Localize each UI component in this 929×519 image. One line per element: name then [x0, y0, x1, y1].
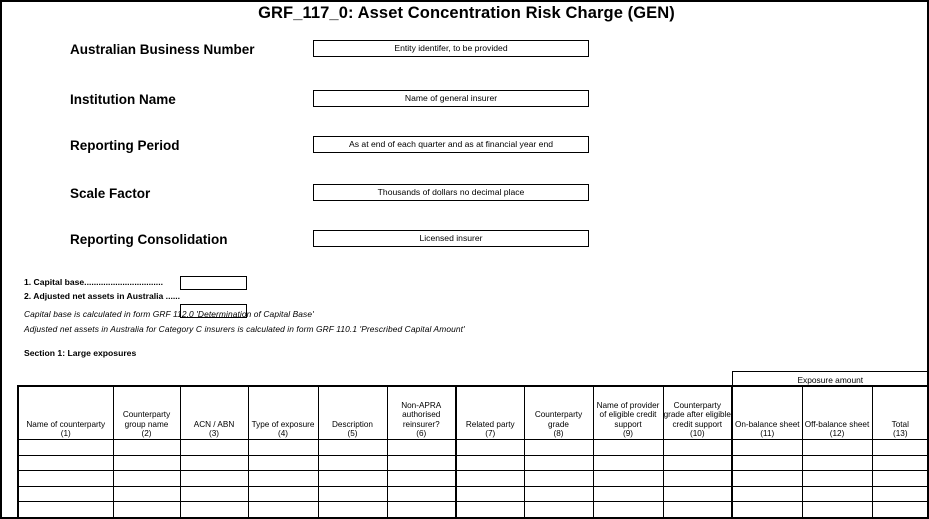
column-header-label: Name of provider of eligible credit support — [596, 400, 660, 429]
column-header-number: (3) — [208, 429, 219, 439]
table-cell[interactable] — [387, 440, 456, 456]
field-label: Institution Name — [70, 92, 176, 107]
field-label: Reporting Consolidation — [70, 232, 228, 247]
field-value-box[interactable]: Name of general insurer — [313, 90, 589, 107]
table-cell[interactable] — [802, 471, 872, 487]
table-cell[interactable] — [593, 471, 663, 487]
table-row — [18, 486, 929, 502]
column-header-label: Total — [891, 419, 909, 429]
field-value-box[interactable]: As at end of each quarter and as at financial year end — [313, 136, 589, 153]
table-cell[interactable] — [802, 486, 872, 502]
table-cell[interactable] — [248, 471, 318, 487]
table-cell[interactable] — [180, 455, 248, 471]
table-cell[interactable] — [18, 486, 113, 502]
field-row — [2, 40, 929, 60]
table-cell[interactable] — [456, 502, 524, 518]
table-cell — [872, 440, 929, 456]
column-header-10 — [663, 386, 732, 440]
table-cell[interactable] — [524, 486, 593, 502]
field-row — [2, 90, 929, 110]
table-cell[interactable] — [663, 440, 732, 456]
table-cell[interactable] — [663, 455, 732, 471]
column-header-11 — [732, 386, 802, 440]
table-cell[interactable] — [802, 440, 872, 456]
table-cell[interactable] — [318, 486, 387, 502]
capital-item-row — [24, 290, 444, 304]
table-cell[interactable] — [318, 471, 387, 487]
column-header-number: (10) — [689, 429, 705, 439]
table-cell[interactable] — [802, 502, 872, 518]
table-cell[interactable] — [318, 440, 387, 456]
table-cell[interactable] — [387, 502, 456, 518]
column-header-number: (9) — [622, 429, 633, 439]
large-exposures-table — [17, 371, 929, 519]
table-cell[interactable] — [387, 471, 456, 487]
column-header-number: (6) — [416, 429, 427, 439]
column-header-13 — [872, 386, 929, 440]
capital-base-block — [24, 276, 444, 304]
table-cell[interactable] — [248, 502, 318, 518]
table-cell[interactable] — [456, 455, 524, 471]
table-cell — [872, 455, 929, 471]
capital-base-note: Capital base is calculated in form GRF 112.0 'Determination of Capital Base' — [24, 309, 314, 319]
table-cell[interactable] — [802, 455, 872, 471]
field-label: Reporting Period — [70, 138, 180, 153]
table-cell[interactable] — [732, 455, 802, 471]
column-header-12 — [802, 386, 872, 440]
column-header-label: Counterparty grade — [534, 410, 583, 429]
table-cell — [872, 471, 929, 487]
table-cell[interactable] — [456, 486, 524, 502]
capital-item-label: 1. Capital base................................. — [24, 277, 163, 287]
column-header-label: Counterparty grade after eligible credit support — [663, 400, 731, 429]
field-row — [2, 136, 929, 156]
field-value-box[interactable]: Thousands of dollars no decimal place — [313, 184, 589, 201]
table-cell[interactable] — [593, 455, 663, 471]
field-row — [2, 184, 929, 204]
table-cell[interactable] — [318, 502, 387, 518]
table-cell[interactable] — [113, 486, 180, 502]
column-header-label: ACN / ABN — [193, 419, 235, 429]
table-cell[interactable] — [593, 440, 663, 456]
column-header-label: Name of counterparty — [26, 419, 106, 429]
column-header-6 — [387, 386, 456, 440]
table-group-header-row — [18, 372, 929, 387]
table-cell[interactable] — [248, 440, 318, 456]
column-header-number: (11) — [760, 429, 775, 439]
table-cell[interactable] — [663, 471, 732, 487]
table-cell[interactable] — [663, 486, 732, 502]
column-header-8 — [524, 386, 593, 440]
table-cell[interactable] — [732, 471, 802, 487]
table-cell[interactable] — [593, 486, 663, 502]
column-header-5 — [318, 386, 387, 440]
table-row — [18, 440, 929, 456]
table-cell[interactable] — [732, 502, 802, 518]
table-cell — [872, 486, 929, 502]
column-header-2 — [113, 386, 180, 440]
column-header-7 — [456, 386, 524, 440]
column-header-4 — [248, 386, 318, 440]
table-cell[interactable] — [456, 471, 524, 487]
table-cell[interactable] — [524, 440, 593, 456]
field-row — [2, 230, 929, 250]
column-header-3 — [180, 386, 248, 440]
field-value-box[interactable]: Licensed insurer — [313, 230, 589, 247]
large-exposures-table-wrap — [17, 371, 928, 519]
column-header-number: (13) — [893, 429, 908, 439]
table-group-spacer — [18, 372, 732, 387]
column-header-number: (1) — [60, 429, 71, 439]
page-title: GRF_117_0: Asset Concentration Risk Charge (GEN) — [258, 4, 675, 22]
column-header-number: (2) — [141, 429, 152, 439]
table-cell[interactable] — [18, 455, 113, 471]
column-header-label: Off-balance sheet — [804, 419, 870, 429]
table-cell[interactable] — [524, 455, 593, 471]
column-header-label: Type of exposure — [251, 419, 315, 429]
column-header-label: Description — [332, 419, 373, 429]
table-cell[interactable] — [113, 471, 180, 487]
table-cell[interactable] — [732, 486, 802, 502]
table-cell[interactable] — [113, 502, 180, 518]
table-cell[interactable] — [524, 502, 593, 518]
table-cell[interactable] — [18, 502, 113, 518]
table-cell[interactable] — [113, 455, 180, 471]
table-cell[interactable] — [180, 440, 248, 456]
table-cell[interactable] — [113, 440, 180, 456]
table-cell[interactable] — [18, 440, 113, 456]
field-label: Scale Factor — [70, 186, 151, 201]
table-row — [18, 455, 929, 471]
table-cell[interactable] — [180, 502, 248, 518]
table-cell[interactable] — [318, 455, 387, 471]
column-header-label: Related party — [465, 419, 515, 429]
table-cell[interactable] — [248, 486, 318, 502]
section-heading: Section 1: Large exposures — [24, 348, 137, 358]
column-header-label: Counterparty group name — [122, 410, 171, 429]
table-cell[interactable] — [593, 502, 663, 518]
field-value-box[interactable]: Entity identifer, to be provided — [313, 40, 589, 57]
table-cell[interactable] — [456, 440, 524, 456]
column-header-label: On-balance sheet — [734, 419, 800, 429]
table-cell[interactable] — [524, 471, 593, 487]
capital-item-label: 2. Adjusted net assets in Australia ...... — [24, 291, 181, 301]
column-header-number: (8) — [553, 429, 564, 439]
field-label: Australian Business Number — [70, 42, 255, 57]
table-cell[interactable] — [18, 471, 113, 487]
table-cell[interactable] — [248, 455, 318, 471]
table-cell[interactable] — [180, 486, 248, 502]
column-header-label: Non-APRA authorised reinsurer? — [401, 400, 442, 429]
adjusted-net-assets-note: Adjusted net assets in Australia for Category C insurers is calculated in form GRF 110.1 'Prescribed Capital Amount' — [24, 324, 465, 334]
table-cell[interactable] — [732, 440, 802, 456]
column-header-number: (5) — [347, 429, 358, 439]
table-cell[interactable] — [180, 471, 248, 487]
column-header-number: (12) — [829, 429, 845, 439]
column-header-number: (7) — [485, 429, 496, 439]
capital-item-row — [24, 276, 444, 290]
column-header-1 — [18, 386, 113, 440]
table-row — [18, 502, 929, 518]
capital-base-input[interactable] — [180, 276, 247, 290]
table-header-row — [18, 386, 929, 440]
table-cell[interactable] — [387, 455, 456, 471]
column-header-9 — [593, 386, 663, 440]
table-cell[interactable] — [387, 486, 456, 502]
table-group-header: Exposure amount — [732, 372, 929, 387]
table-cell[interactable] — [663, 502, 732, 518]
column-header-number: (4) — [277, 429, 288, 439]
table-cell — [872, 502, 929, 518]
table-row — [18, 471, 929, 487]
